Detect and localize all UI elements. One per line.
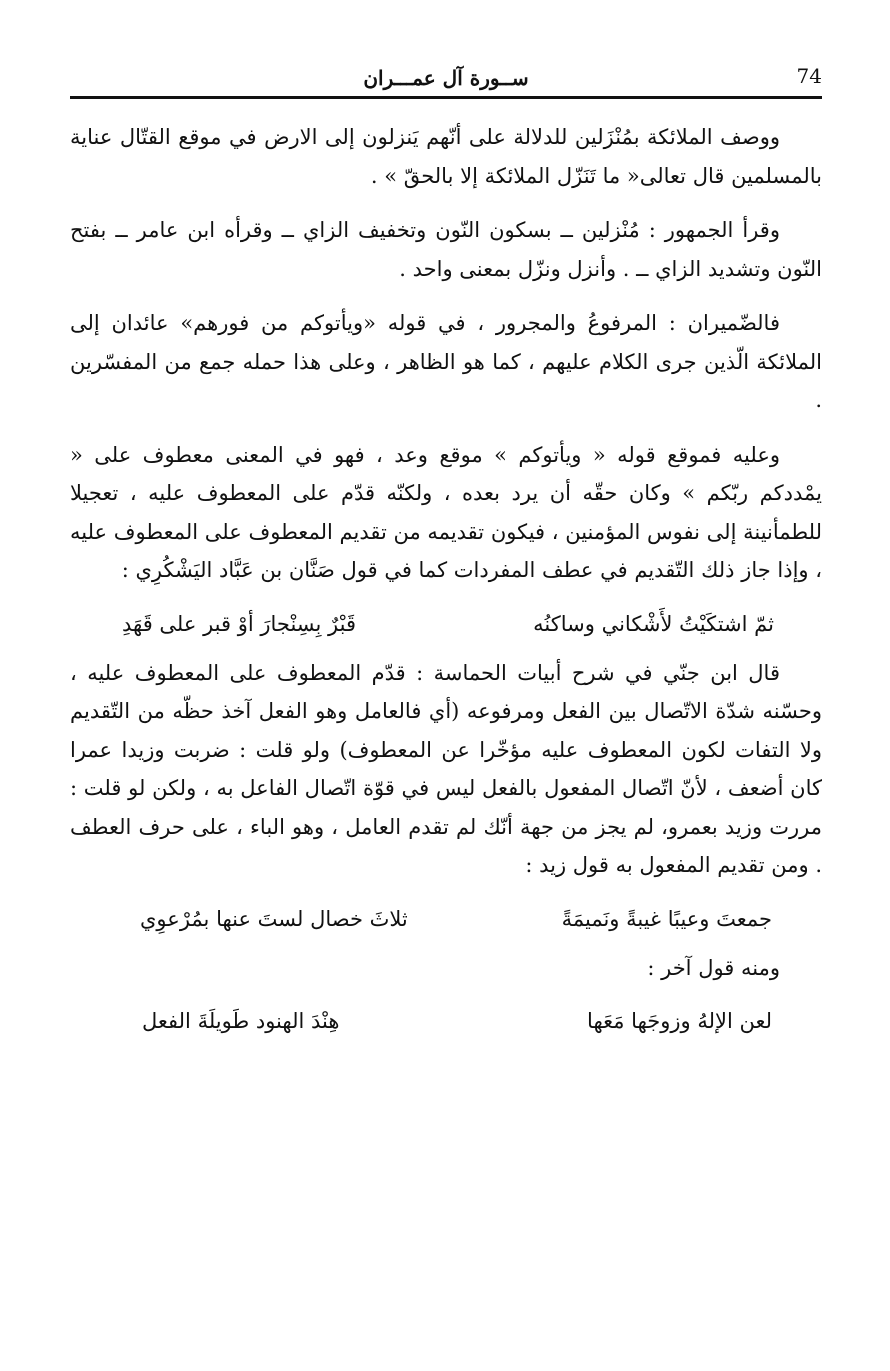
verse-2-second-hemistich: ثلاثَ خصال لستَ عنها بمُرْعوِي	[140, 906, 408, 931]
verse-3-second-hemistich: هِنْدَ الهنود طَويلَةَ الفعل	[142, 1009, 340, 1033]
verse-3-first-hemistich: لعن الإلهُ وزوجَها مَعَها	[587, 1009, 772, 1033]
page-body	[70, 118, 822, 1051]
verse-2-first-hemistich: جمعتَ وعيبًا غيبةً ونَميمَةً	[561, 906, 772, 931]
verse-1-second-hemistich: قَبْرٌ بِسِنْجارَ أوْ قبر على قَهَدِ	[122, 611, 357, 636]
paragraph-2: وقرأ الجمهور : مُنْزلين ــ بسكون النّون وتخفيف الزاي ــ وقرأه ابن عامر ــ بفتح النّون وتشديد الزاي ــ . وأنزل ونزّل بمعنى واحد .	[70, 218, 822, 281]
verse-2	[70, 899, 822, 939]
header-rule	[70, 96, 822, 99]
paragraph-3: فالضّميران : المرفوعُ والمجرور ، في قوله «ويأتوكم من فورهم» عائدان إلى الملائكة الّذين جرى الكلام عليهم ، كما هو الظاهر ، وعلى هذا حمله جمع من المفسّرين .	[70, 311, 822, 412]
paragraph-1: ووصف الملائكة بمُنْزَلين للدلالة على أنّهم يَنزلون إلى الارض في موقع القتّال عناية بالمسلمين قال تعالى« ما تَنَزّل الملائكة إلا بالحقّ » .	[70, 125, 822, 188]
paragraph-5: قال ابن جنّي في شرح أبيات الحماسة : قدّم المعطوف على المعطوف عليه ، وحسّنه شدّة الاتّصال بين الفعل ومرفوعه (أي فالعامل وهو الفعل آخذ حظّه من التّقديم ولا التفات لكون المعطوف عليه مؤخّرا عن المعطوف) ولو قلت : ضربت وزيدا عمرا كان أضعف ، لأنّ اتّصال المفعول بالفعل ليس في قوّة اتّصال الفاعل به ، ولكن لو قلت : مررت وزيد بعمرو، لم يجز من جهة أنّك لم تقدم العامل ، وهو الباء ، على حرف العطف . ومن تقديم المفعول به قول زيد :	[70, 660, 822, 877]
paragraph-6: ومنه قول آخر :	[647, 955, 780, 980]
running-title: ســورة آل عمـــران	[363, 66, 529, 90]
verse-1	[70, 604, 822, 644]
page-number: 74	[796, 64, 822, 88]
page-header	[70, 62, 822, 102]
verse-1-first-hemistich: ثمّ اشتكَيْتُ لأَشْكاني وساكنُه	[533, 611, 774, 636]
verse-3	[70, 1001, 822, 1041]
paragraph-4: وعليه فموقع قوله « ويأتوكم » موقع وعد ، فهو في المعنى معطوف على « يمْددكم ربّكم » وكان حقّه أن يرد بعده ، ولكنّه قدّم على المعطوف عليه ، تعجيلا للطمأنينة إلى نفوس المؤمنين ، فيكون تقديمه من تقديم المعطوف على المعطوف عليه ، وإذا جاز ذلك التّقديم في عطف المفردات كما في قول صَنَّان بن عَبَّاد اليَشْكُرِي :	[70, 442, 822, 582]
